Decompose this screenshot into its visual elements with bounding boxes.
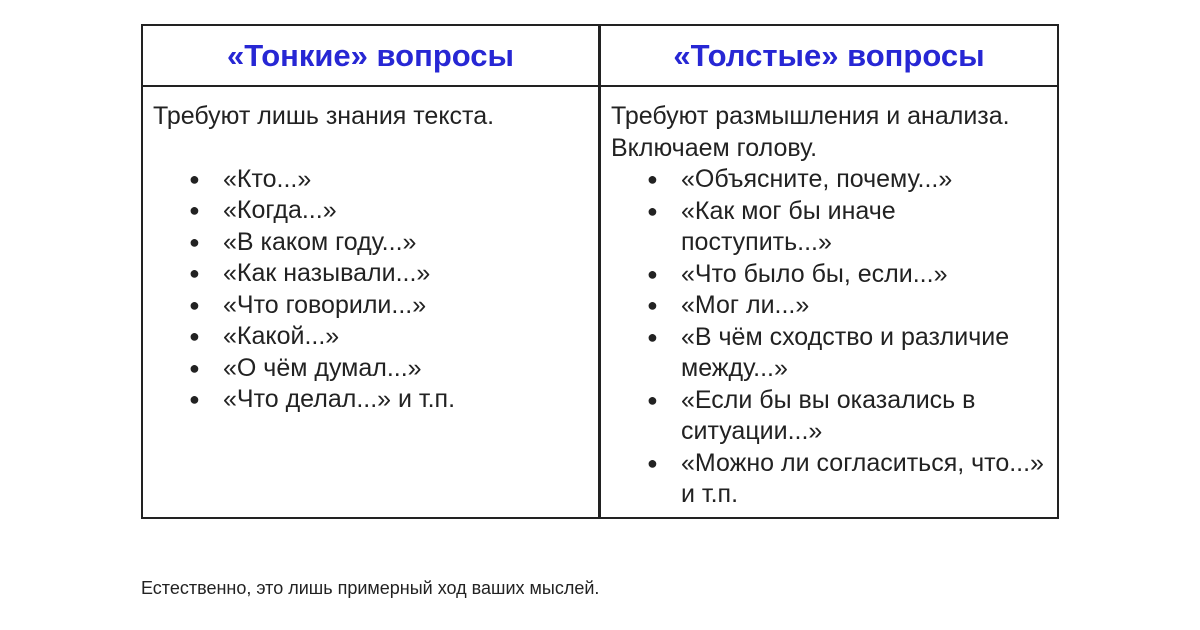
thin-questions-list xyxy=(153,164,598,416)
list-item-text: «В чём сходство и различие между...» xyxy=(681,322,1010,382)
list-item-text: «Как мог бы иначе поступить...» xyxy=(681,196,896,256)
thin-questions-intro: Требуют лишь знания текста. xyxy=(153,102,495,130)
questions-table xyxy=(141,24,1059,519)
list-item-text: «О чём думал...» xyxy=(223,353,422,382)
list-item-text: «Если бы вы оказались в ситуации...» xyxy=(681,385,976,445)
list-item xyxy=(153,384,598,416)
list-item-text: «Что говорили...» xyxy=(223,290,427,319)
thick-questions-list xyxy=(611,164,1057,511)
list-item xyxy=(153,353,598,385)
thick-questions-intro: Требуют размышления и анализа. Включаем голову. xyxy=(611,102,1010,162)
list-item-text: «Можно ли согласиться, что...» и т.п. xyxy=(681,448,1044,508)
footnote: Естественно, это лишь примерный ход ваших мыслей. xyxy=(141,578,600,598)
list-item-text: «Что было бы, если...» xyxy=(681,259,948,288)
bullet-dot-icon: ● xyxy=(189,357,200,378)
list-item xyxy=(153,258,598,290)
thick-questions-cell xyxy=(601,87,1057,517)
thin-questions-heading: «Тонкие» вопросы xyxy=(143,26,601,87)
list-item-text: «Что делал...» и т.п. xyxy=(223,385,456,413)
bullet-dot-icon: ● xyxy=(647,326,658,347)
bullet-dot-icon: ● xyxy=(647,295,658,315)
bullet-dot-icon: ● xyxy=(647,169,658,189)
list-item-text: «Объясните, почему...» xyxy=(681,165,953,193)
bullet-dot-icon: ● xyxy=(189,294,200,315)
list-item-text: «Кто...» xyxy=(223,164,312,193)
list-item-text: «Мог ли...» xyxy=(681,291,810,319)
list-item-text: «Как называли...» xyxy=(223,259,431,287)
bullet-dot-icon: ● xyxy=(647,263,658,284)
bullet-dot-icon: ● xyxy=(189,200,200,220)
list-item xyxy=(611,164,1057,196)
list-item xyxy=(153,227,598,259)
list-item-text: «В каком году...» xyxy=(223,227,417,256)
list-item xyxy=(611,322,1057,385)
bullet-dot-icon: ● xyxy=(189,231,200,252)
list-item xyxy=(153,321,598,353)
list-item xyxy=(153,290,598,322)
bullet-dot-icon: ● xyxy=(189,389,200,409)
thick-questions-heading: «Толстые» вопросы xyxy=(601,26,1057,87)
bullet-dot-icon: ● xyxy=(189,326,200,346)
list-item xyxy=(153,164,598,196)
bullet-dot-icon: ● xyxy=(189,168,200,189)
list-item-text: «Какой...» xyxy=(223,322,340,350)
list-item xyxy=(611,385,1057,448)
list-item xyxy=(153,195,598,227)
bullet-dot-icon: ● xyxy=(189,263,200,283)
bullet-dot-icon: ● xyxy=(647,452,658,473)
bullet-dot-icon: ● xyxy=(647,200,658,221)
thin-questions-cell xyxy=(143,87,601,517)
list-item xyxy=(611,290,1057,322)
list-item xyxy=(611,448,1057,511)
bullet-dot-icon: ● xyxy=(647,389,658,410)
list-item xyxy=(611,196,1057,259)
list-item-text: «Когда...» xyxy=(223,196,337,224)
list-item xyxy=(611,259,1057,291)
